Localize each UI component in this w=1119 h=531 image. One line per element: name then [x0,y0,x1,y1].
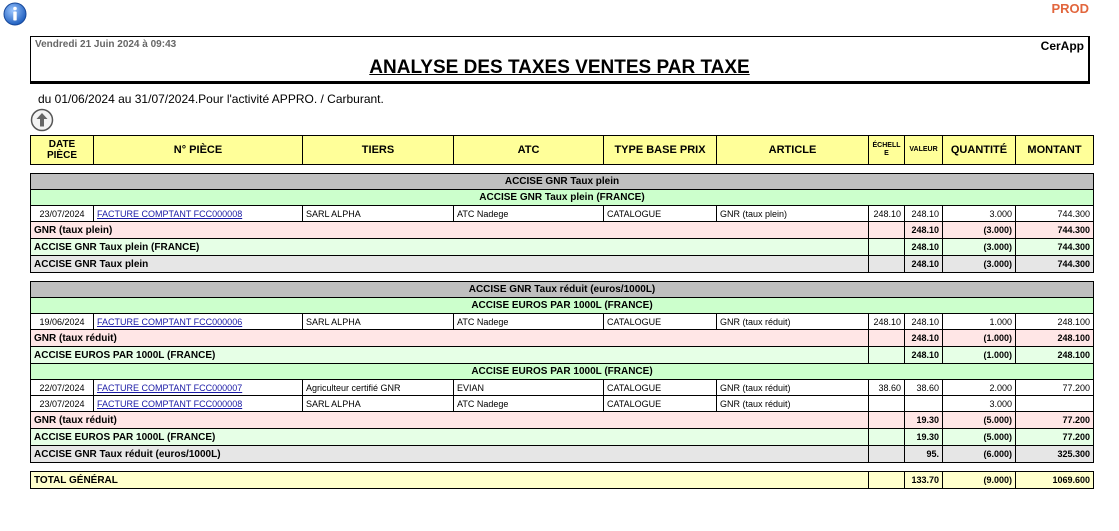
col-atc[interactable]: ATC [454,136,604,165]
tax-group-header [31,282,1094,298]
piece-link[interactable]: FACTURE COMPTANT FCC000008 [97,208,243,219]
cell-montant: 77.200 [1016,380,1094,396]
column-headers [31,136,1094,165]
col-montant[interactable]: MONTANT [1016,136,1094,165]
subtotal-quantite: (5.000) [943,412,1016,429]
subtotal-quantite: (5.000) [943,429,1016,446]
cell-article: GNR (taux réduit) [717,396,869,412]
subtotal-label: GNR (taux réduit) [31,330,869,347]
subtotal-quantite: (1.000) [943,347,1016,364]
piece-link[interactable]: FACTURE COMPTANT FCC000008 [97,398,243,409]
subtotal-row [31,239,1094,256]
subtotal-valeur: 248.10 [905,330,943,347]
subtotal-echelle [869,446,905,463]
subtotal-montant: 744.300 [1016,256,1094,273]
subtotal-row [31,429,1094,446]
subtotal-quantite: (3.000) [943,239,1016,256]
report-title: ANALYSE DES TAXES VENTES PAR TAXE [369,57,750,78]
piece-link[interactable]: FACTURE COMPTANT FCC000006 [97,316,243,327]
cell-tiers: SARL ALPHA [303,396,454,412]
cell-quantite: 2.000 [943,380,1016,396]
subtotal-quantite: (3.000) [943,256,1016,273]
cell-valeur: 38.60 [905,380,943,396]
subtotal-montant: 744.300 [1016,222,1094,239]
subtotal-label: ACCISE GNR Taux plein [31,256,869,273]
cell-date: 23/07/2024 [31,206,94,222]
col-num-piece[interactable]: N° PIÈCE [94,136,303,165]
cell-piece [94,206,303,222]
arrow-up-icon[interactable] [30,108,54,132]
group-label: ACCISE GNR Taux plein [31,174,1094,190]
cell-piece [94,380,303,396]
grand-total-row [31,472,1094,489]
row-spacer [31,463,1094,472]
subtotal-row [31,446,1094,463]
subtotal-quantite: (1.000) [943,330,1016,347]
subtotal-montant: 248.100 [1016,330,1094,347]
group-label: ACCISE EUROS PAR 1000L (FRANCE) [31,364,1094,380]
col-valeur[interactable]: VALEUR [905,136,943,165]
subtotal-echelle [869,222,905,239]
subtotal-row [31,222,1094,239]
subtotal-valeur: 248.10 [905,239,943,256]
cell-date: 22/07/2024 [31,380,94,396]
cell-montant: 744.300 [1016,206,1094,222]
cell-date: 23/07/2024 [31,396,94,412]
cell-tiers: SARL ALPHA [303,314,454,330]
info-icon[interactable] [3,2,27,26]
environment-label: PROD [1051,1,1089,16]
cell-echelle [869,396,905,412]
subtotal-label: GNR (taux plein) [31,222,869,239]
cell-article: GNR (taux plein) [717,206,869,222]
subtotal-row [31,330,1094,347]
subtotal-quantite: (9.000) [943,472,1016,489]
subtotal-echelle [869,330,905,347]
cell-echelle: 248.10 [869,314,905,330]
cell-type-base-prix: CATALOGUE [604,396,717,412]
row-spacer [31,273,1094,282]
table-row [31,396,1094,412]
subtotal-row [31,256,1094,273]
subtotal-valeur: 19.30 [905,429,943,446]
subtotal-valeur: 248.10 [905,256,943,273]
spacer-cell [31,273,1094,282]
subtotal-echelle [869,239,905,256]
report-header [30,36,1090,84]
cell-tiers: SARL ALPHA [303,206,454,222]
group-label: ACCISE GNR Taux plein (FRANCE) [31,190,1094,206]
cell-montant: 248.100 [1016,314,1094,330]
app-name: CerApp [1040,39,1084,53]
subtotal-label: ACCISE EUROS PAR 1000L (FRANCE) [31,429,869,446]
cell-article: GNR (taux réduit) [717,314,869,330]
table-row [31,206,1094,222]
subtotal-echelle [869,347,905,364]
subtotal-row [31,412,1094,429]
subtotal-label: ACCISE GNR Taux réduit (euros/1000L) [31,446,869,463]
subtotal-echelle [869,412,905,429]
taxes-table [30,135,1094,489]
subtotal-quantite: (3.000) [943,222,1016,239]
report-subtitle: du 01/06/2024 au 31/07/2024.Pour l'activité APPRO. / Carburant. [38,92,384,106]
subtotal-echelle [869,429,905,446]
report-date: Vendredi 21 Juin 2024 à 09:43 [35,39,177,50]
cell-type-base-prix: CATALOGUE [604,206,717,222]
row-spacer [31,165,1094,174]
subtotal-montant: 248.100 [1016,347,1094,364]
tax-group-header [31,174,1094,190]
tax-subgroup-header [31,364,1094,380]
subtotal-montant: 325.300 [1016,446,1094,463]
col-article[interactable]: ARTICLE [717,136,869,165]
tax-subgroup-header [31,190,1094,206]
subtotal-valeur: 248.10 [905,222,943,239]
tax-subgroup-header [31,298,1094,314]
subtotal-valeur: 95. [905,446,943,463]
cell-quantite: 3.000 [943,396,1016,412]
col-quantite[interactable]: QUANTITÉ [943,136,1016,165]
cell-valeur [905,396,943,412]
subtotal-montant: 77.200 [1016,412,1094,429]
cell-quantite: 3.000 [943,206,1016,222]
cell-atc: ATC Nadege [454,314,604,330]
col-tiers[interactable]: TIERS [303,136,454,165]
subtotal-montant: 1069.600 [1016,472,1094,489]
subtotal-label: TOTAL GÉNÉRAL [31,472,869,489]
cell-article: GNR (taux réduit) [717,380,869,396]
subtotal-montant: 744.300 [1016,239,1094,256]
cell-echelle: 248.10 [869,206,905,222]
cell-echelle: 38.60 [869,380,905,396]
subtotal-row [31,347,1094,364]
cell-atc: ATC Nadege [454,206,604,222]
subtotal-valeur: 248.10 [905,347,943,364]
cell-type-base-prix: CATALOGUE [604,314,717,330]
cell-type-base-prix: CATALOGUE [604,380,717,396]
cell-tiers: Agriculteur certifié GNR [303,380,454,396]
cell-piece [94,396,303,412]
subtotal-quantite: (6.000) [943,446,1016,463]
group-label: ACCISE GNR Taux réduit (euros/1000L) [31,282,1094,298]
table-row [31,380,1094,396]
subtotal-label: ACCISE GNR Taux plein (FRANCE) [31,239,869,256]
subtotal-echelle [869,472,905,489]
cell-atc: ATC Nadege [454,396,604,412]
col-date-piece[interactable]: DATE PIÈCE [31,136,94,165]
cell-piece [94,314,303,330]
group-label: ACCISE EUROS PAR 1000L (FRANCE) [31,298,1094,314]
cell-date: 19/06/2024 [31,314,94,330]
subtotal-label: GNR (taux réduit) [31,412,869,429]
cell-montant [1016,396,1094,412]
cell-atc: EVIAN [454,380,604,396]
subtotal-echelle [869,256,905,273]
cell-valeur: 248.10 [905,206,943,222]
spacer-cell [31,463,1094,472]
subtotal-montant: 77.200 [1016,429,1094,446]
cell-valeur: 248.10 [905,314,943,330]
col-echelle[interactable]: ÉCHELLE [869,136,905,165]
cell-quantite: 1.000 [943,314,1016,330]
subtotal-label: ACCISE EUROS PAR 1000L (FRANCE) [31,347,869,364]
col-type-base-prix[interactable]: TYPE BASE PRIX [604,136,717,165]
piece-link[interactable]: FACTURE COMPTANT FCC000007 [97,382,243,393]
spacer-cell [31,165,1094,174]
subtotal-valeur: 133.70 [905,472,943,489]
subtotal-valeur: 19.30 [905,412,943,429]
table-row [31,314,1094,330]
